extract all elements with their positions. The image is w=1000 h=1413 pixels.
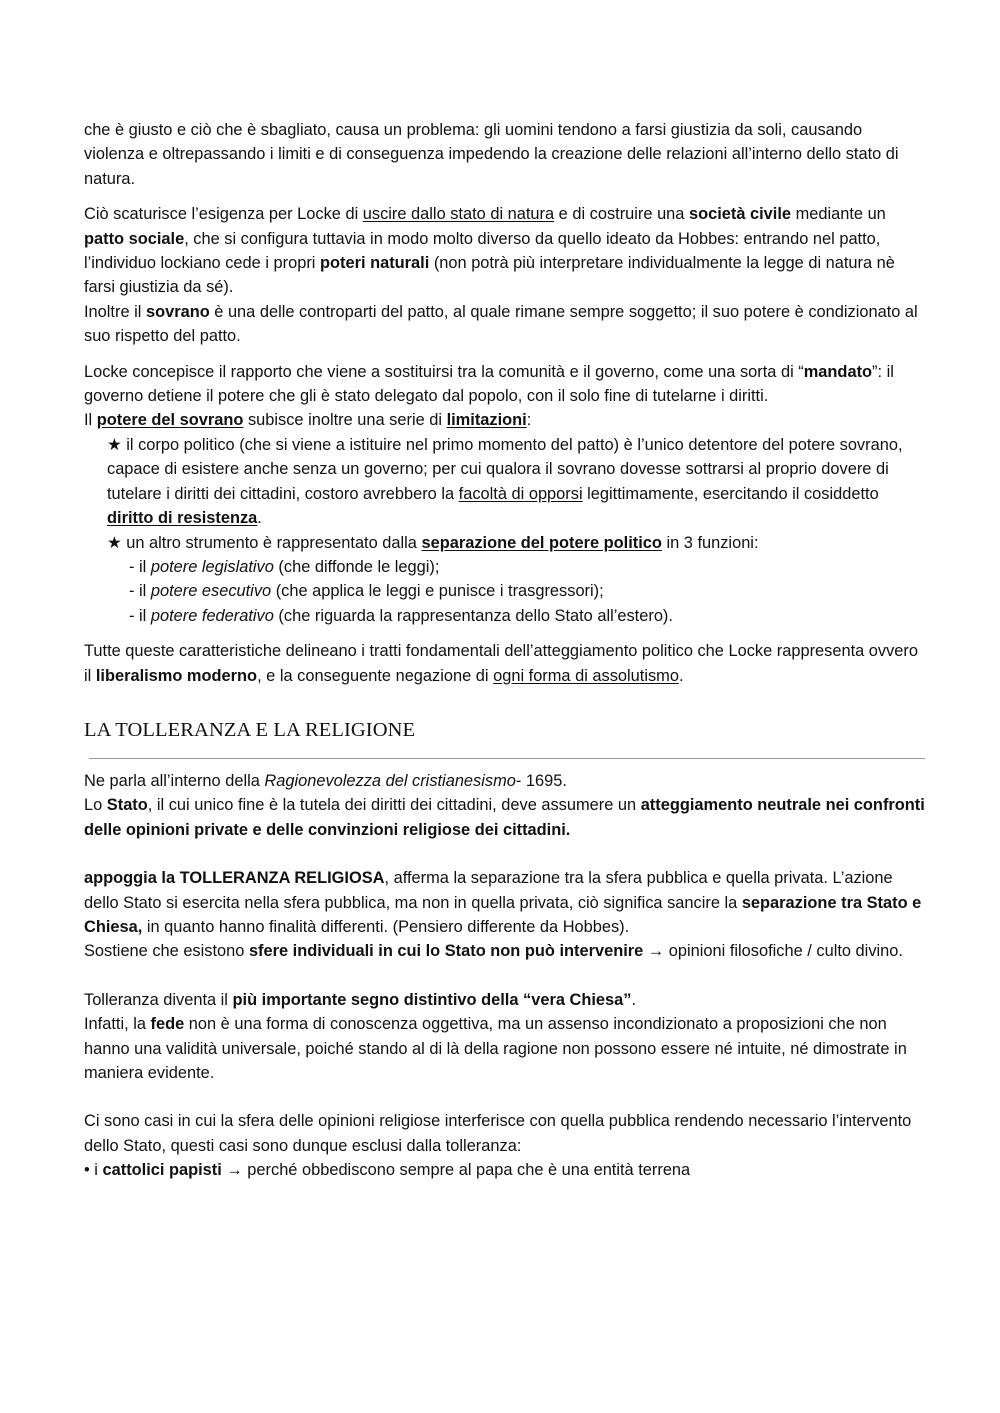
blank-line: [84, 1085, 926, 1109]
bold-text: poteri naturali: [319, 254, 430, 273]
text: Il: [84, 411, 97, 430]
bullet-icon: •: [84, 1161, 90, 1180]
bold-underlined-text: potere del sovrano: [96, 411, 244, 430]
list-item: [129, 579, 926, 603]
text: mediante un: [791, 205, 886, 224]
text: Ne parla all’interno della: [84, 771, 265, 790]
list-item: [129, 555, 926, 579]
text: .: [257, 509, 262, 528]
blank-line: [84, 964, 926, 988]
underlined-text: facoltà di opporsi: [458, 484, 583, 503]
text: , afferma la separazione tra la sfera pubblica e quella privata. L’azione dello Stato si esercita nella sfera pubblica, ma non in quella privata, ciò significa sancire la: [84, 869, 893, 912]
bold-text: società civile: [688, 205, 792, 224]
bold-text: cattolici papisti: [102, 1161, 222, 1180]
paragraph-reasonableness: [84, 769, 926, 842]
text: , il cui unico fine è la tutela dei diritti dei cittadini, deve assumere un: [147, 796, 641, 815]
bold-underlined-text: separazione del potere politico: [421, 533, 662, 552]
paragraph-exclusions: [84, 1109, 926, 1182]
text: → opinioni filosofiche / culto divino.: [643, 942, 903, 961]
italic-text: potere federativo: [150, 606, 274, 625]
bold-text: Stato: [106, 796, 148, 815]
text: in quanto hanno finalità differenti. (Pensiero differente da Hobbes).: [142, 917, 630, 936]
text: (che diffonde le leggi);: [273, 557, 440, 576]
paragraph-tolerance: [84, 866, 926, 964]
text: Tolleranza diventa il: [84, 990, 233, 1009]
bold-underlined-text: limitazioni: [446, 411, 527, 430]
text: i: [89, 1161, 103, 1180]
bold-text: più importante segno distintivo della “vera Chiesa”: [232, 990, 632, 1009]
italic-text: Ragionevolezza del cristianesismo: [264, 771, 516, 790]
text: Infatti, la: [84, 1015, 151, 1034]
text: , e la conseguente negazione di: [257, 666, 494, 685]
text: (che applica le leggi e punisce i trasgressori);: [271, 582, 604, 601]
text: (non potrà più interpretare individualmente la legge di natura nè farsi giustizia da sé).: [84, 254, 895, 297]
text: un altro strumento è rappresentato dalla: [121, 533, 422, 552]
bold-underlined-text: diritto di resistenza: [107, 509, 258, 528]
text: il corpo politico (che si viene a istituire nel primo momento del patto) è l’unico detentore del potere sovrano, capace di esistere anche senza un governo; per cui qualora il sovrano dovesse sottrarsi al proprio dovere di tutelare i diritti dei cittadini, costoro avrebbero la: [107, 435, 903, 503]
text: Sostiene che esistono: [84, 942, 249, 961]
document-page: [84, 118, 926, 1183]
text: Tutte queste caratteristiche delineano i tratti fondamentali dell’atteggiamento politico che Locke rappresenta ovvero il: [84, 642, 918, 685]
bold-text: separazione tra Stato e Chiesa,: [84, 893, 922, 936]
text: :: [526, 411, 532, 430]
text: Ci sono casi in cui la sfera delle opinioni religiose interferisce con quella pubblica rendendo necessario l’intervento dello Stato, questi casi sono dunque esclusi dalla tolleranza:: [84, 1112, 912, 1155]
text: - 1695.: [515, 771, 567, 790]
list-item: [107, 531, 926, 629]
underlined-text: ogni forma di assolutismo: [493, 666, 679, 685]
text: - il: [129, 582, 151, 601]
section-divider: [89, 758, 925, 759]
text: Locke concepisce il rapporto che viene a sostituirsi tra la comunità e il governo, come una sorta di “: [84, 362, 804, 381]
text: - il: [129, 606, 151, 625]
text: - il: [129, 557, 151, 576]
bold-text: sovrano: [145, 302, 210, 321]
paragraph-state-of-nature: [84, 118, 926, 191]
text: è una delle controparti del patto, al quale rimane sempre soggetto; il suo potere è condizionato al suo rispetto del patto.: [84, 302, 918, 346]
star-icon: ★: [107, 533, 122, 552]
text: subisce inoltre una serie di: [243, 411, 447, 430]
text: in 3 funzioni:: [661, 533, 759, 552]
text: Inoltre il: [84, 302, 146, 321]
bold-text: fede: [150, 1015, 185, 1034]
underlined-text: uscire dallo stato di natura: [362, 205, 555, 224]
paragraph-mandate: [84, 360, 926, 628]
text: che è giusto e ciò che è sbagliato, causa un problema: gli uomini tendono a farsi giustizia da soli, causando violenza e oltrepassando i limiti e di conseguenza impedendo la creazione delle relazioni all’interno dello stato di natura.: [84, 121, 899, 188]
paragraph-social-pact: [84, 202, 926, 348]
text: .: [678, 666, 684, 685]
star-icon: ★: [107, 435, 122, 454]
powers-list: [107, 555, 926, 628]
bold-text: appoggia la TOLLERANZA RELIGIOSA: [84, 869, 385, 888]
text: .: [631, 990, 636, 1009]
text: e di costruire una: [554, 205, 689, 224]
bold-text: liberalismo moderno: [95, 666, 258, 685]
bold-text: mandato: [803, 362, 873, 381]
blank-line: [84, 842, 926, 866]
bold-text: sfere individuali in cui lo Stato non può intervenire: [248, 942, 644, 961]
bold-text: patto sociale: [84, 229, 185, 248]
paragraph-liberalism: [84, 639, 926, 688]
text: (che riguarda la rappresentanza dello Stato all’estero).: [273, 606, 673, 625]
section-heading: LA TOLLERANZA E LA RELIGIONE: [84, 718, 416, 741]
italic-text: potere esecutivo: [150, 582, 272, 601]
text: non è una forma di conoscenza oggettiva, ma un assenso incondizionato a proposizioni che non hanno una validità universale, poiché stando al di là della ragione non possono essere né intuite, né dimostrate in maniera evidente.: [84, 1015, 907, 1082]
list-item: [107, 433, 926, 531]
text: Lo: [84, 796, 107, 815]
text: ”: il governo detiene il potere che gli è stato delegato dal popolo, con il solo fine di tutelarne i diritti.: [84, 362, 894, 406]
text: legittimamente, esercitando il cosiddetto: [582, 484, 879, 503]
text: Ciò scaturisce l’esigenza per Locke di: [84, 205, 363, 224]
text: , che si configura tuttavia in modo molto diverso da quello ideato da Hobbes: entrando nel patto, l’individuo lockiano cede i propri: [84, 229, 881, 273]
bold-text: atteggiamento neutrale nei confronti delle opinioni private e delle convinzioni religiose dei cittadini.: [84, 796, 925, 839]
list-item: [129, 604, 926, 628]
italic-text: potere legislativo: [150, 557, 274, 576]
paragraph-true-church: [84, 988, 926, 1086]
text: → perché obbediscono sempre al papa che è una entità terrena: [221, 1161, 691, 1180]
limitations-list: [84, 433, 926, 628]
